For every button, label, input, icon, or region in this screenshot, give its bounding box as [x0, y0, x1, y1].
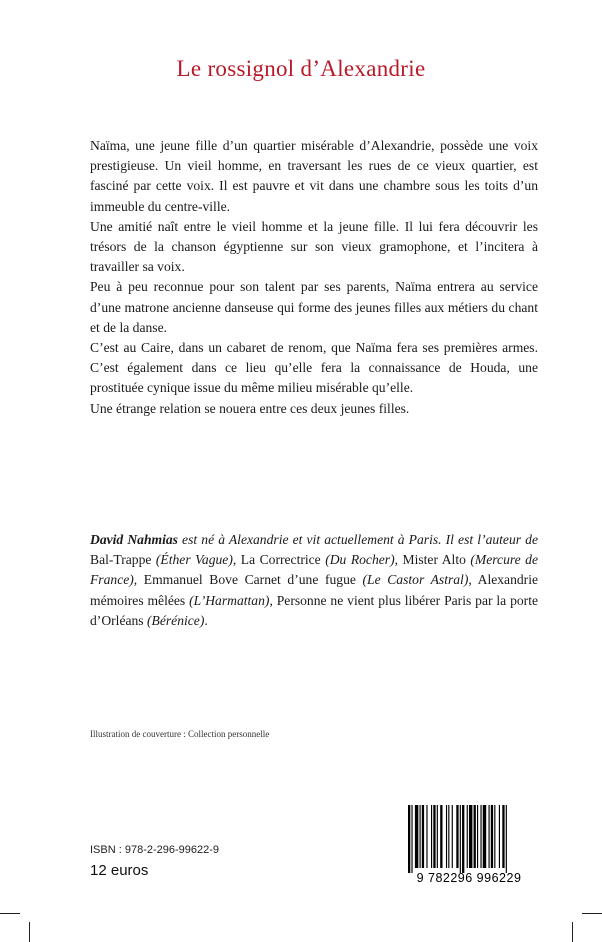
crop-mark: [572, 922, 573, 942]
barcode-bar: [422, 805, 424, 868]
isbn: ISBN : 978-2-296-99622-9: [90, 844, 220, 856]
summary-paragraph: Peu à peu reconnue pour son talent par ses parents, Naïma entrera au service d’une matrone ancienne danseuse qui forme des jeunes filles aux métiers du chant et de la danse.: [90, 279, 538, 335]
barcode: [396, 803, 542, 885]
separator: ,: [468, 572, 478, 588]
work-publisher: (Du Rocher): [325, 552, 395, 568]
work-publisher: (Éther Vague): [155, 552, 233, 568]
barcode-bar: [469, 805, 472, 868]
crop-mark: [582, 913, 602, 914]
summary-paragraph: C’est au Caire, dans un cabaret de renom, que Naïma fera ses premières armes. C’est également dans ce lieu qu’elle fera la connaissance de Houda, une prostituée cynique issue du même milieu misérable qu’elle.: [90, 340, 538, 396]
work-title: Bal-Trappe: [90, 552, 152, 568]
barcode-bar: [477, 805, 478, 868]
barcode-bar: [506, 805, 507, 873]
author-name: David Nahmias: [90, 532, 178, 547]
price: 12 euros: [90, 862, 149, 879]
barcode-bar: [483, 805, 486, 868]
cover-credit: Illustration de couverture : Collection personnelle: [90, 729, 270, 739]
work-title: La Correctrice: [240, 552, 321, 568]
barcode-bar: [489, 805, 490, 868]
barcode-bar: [433, 805, 435, 868]
barcode-bar: [431, 805, 432, 868]
crop-mark: [29, 922, 30, 942]
barcode-bar: [456, 805, 458, 868]
barcode-bar: [467, 805, 468, 868]
work-publisher: (Bérénice): [147, 612, 205, 628]
barcode-bar: [499, 805, 500, 868]
work-title: Mister Alto: [402, 552, 466, 568]
barcode-digits: 9 782296 996229: [416, 871, 522, 885]
work-title: Alexandrie mémoires mêlées: [90, 572, 539, 608]
separator: .: [204, 612, 208, 628]
barcode-bar: [446, 805, 447, 868]
barcode-bar: [408, 805, 410, 873]
barcode-bar: [437, 805, 438, 868]
work-title: Personne ne vient plus libérer Paris par la porte d’Orléans: [90, 592, 539, 628]
bio-intro: est né à Alexandrie et vit actuellement à Paris. Il est l’auteur de: [177, 532, 538, 547]
barcode-bar: [448, 805, 449, 868]
summary-paragraph: Une étrange relation se nouera entre ces deux jeunes filles.: [90, 400, 410, 416]
separator: ,: [394, 552, 403, 568]
work-publisher: (Mercure de France): [90, 552, 539, 588]
back-cover-summary: [90, 136, 538, 419]
separator: ,: [232, 552, 241, 568]
summary-paragraph: Une amitié naît entre le vieil homme et la jeune fille. Il lui fera découvrir les trésors de la chanson égyptienne sur son vieux gramophone, et l’incitera à travailler sa voix.: [90, 218, 538, 275]
summary-paragraph: Naïma, une jeune fille d’un quartier misérable d’Alexandrie, possède une voix prestigieuse. Un vieil homme, en traversant les rues de ce vieux quartier, est fasciné par cette voix. Il est pauvre et vit dans une chambre sous les toits d’un immeuble du centre-ville.: [90, 138, 538, 214]
barcode-bar: [494, 805, 495, 868]
book-title: Le rossignol d’Alexandrie: [176, 56, 426, 81]
barcode-bar: [460, 805, 461, 873]
barcode-bar: [426, 805, 427, 868]
crop-mark: [0, 913, 20, 914]
barcode-bar: [440, 805, 442, 868]
barcode-bars: [408, 805, 507, 873]
barcode-bar: [474, 805, 476, 868]
barcode-bar: [502, 805, 504, 868]
barcode-bar: [420, 805, 421, 868]
barcode-bar: [462, 805, 464, 873]
barcode-bar: [480, 805, 481, 868]
barcode-bar: [415, 805, 418, 868]
separator: ,: [269, 592, 277, 608]
work-publisher: (L’Harmattan): [189, 592, 270, 608]
separator: ,: [133, 572, 144, 588]
barcode-bar: [452, 805, 453, 868]
author-bio: [90, 530, 538, 631]
work-publisher: (Le Castor Astral): [362, 572, 469, 588]
work-title: Emmanuel Bove Carnet d’une fugue: [143, 572, 356, 588]
barcode-bar: [491, 805, 493, 868]
barcode-bar: [411, 805, 412, 873]
